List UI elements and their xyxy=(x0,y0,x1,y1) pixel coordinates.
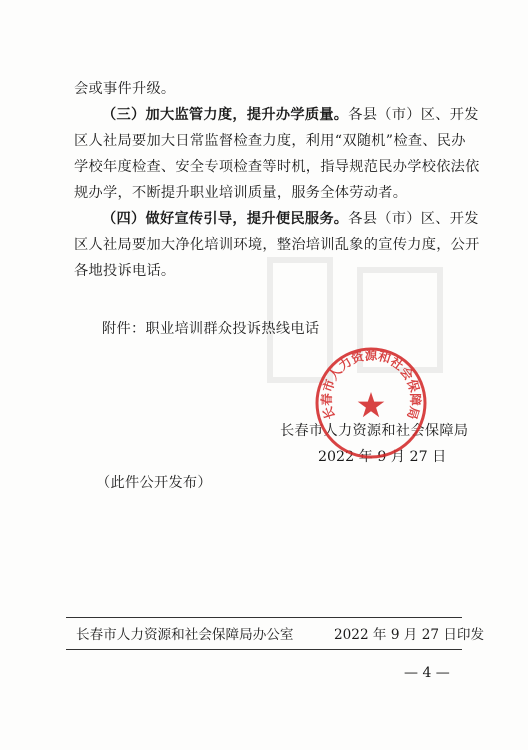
body-line-7: 区人社局要加大净化培训环境，整治培训乱象的宣传力度，公开 xyxy=(74,237,480,253)
body-line-4: 学校年度检查、安全专项检查等时机，指导规范民办学校依法依 xyxy=(74,159,480,175)
public-release-note: （此件公开发布） xyxy=(96,475,212,491)
footer-print-date: 2022 年 9 月 27 日印发 xyxy=(334,627,485,643)
body-line-8: 各地投诉电话。 xyxy=(74,263,176,279)
section-heading-3: （三）加大监管力度，提升办学质量。 xyxy=(102,107,349,123)
official-seal xyxy=(314,346,428,460)
signature-date: 2022 年 9 月 27 日 xyxy=(318,449,447,465)
signature-org: 长春市人力资源和社会保障局 xyxy=(280,423,469,439)
body-line-2 xyxy=(102,106,479,124)
page-number: — 4 — xyxy=(404,665,450,681)
body-line-2-rest: 各县（市）区、开发 xyxy=(348,107,479,123)
footer-rule-bottom xyxy=(66,649,462,650)
body-line-6 xyxy=(102,210,479,228)
footer-issuing-office: 长春市人力资源和社会保障局办公室 xyxy=(76,627,294,643)
body-line-5: 规办学，不断提升职业培训质量，服务全体劳动者。 xyxy=(74,185,408,201)
body-line-3: 区人社局要加大日常监督检查力度，利用“双随机”检查、民办 xyxy=(74,133,466,149)
seal-text: 长春市人力资源和社会保障局 xyxy=(318,347,424,422)
body-line-6-rest: 各县（市）区、开发 xyxy=(348,211,479,227)
section-heading-4: （四）做好宣传引导，提升便民服务。 xyxy=(102,211,349,227)
attachment-line: 附件：职业培训群众投诉热线电话 xyxy=(102,321,320,337)
footer-rule-top xyxy=(66,617,462,618)
body-line-1: 会或事件升级。 xyxy=(74,81,176,97)
